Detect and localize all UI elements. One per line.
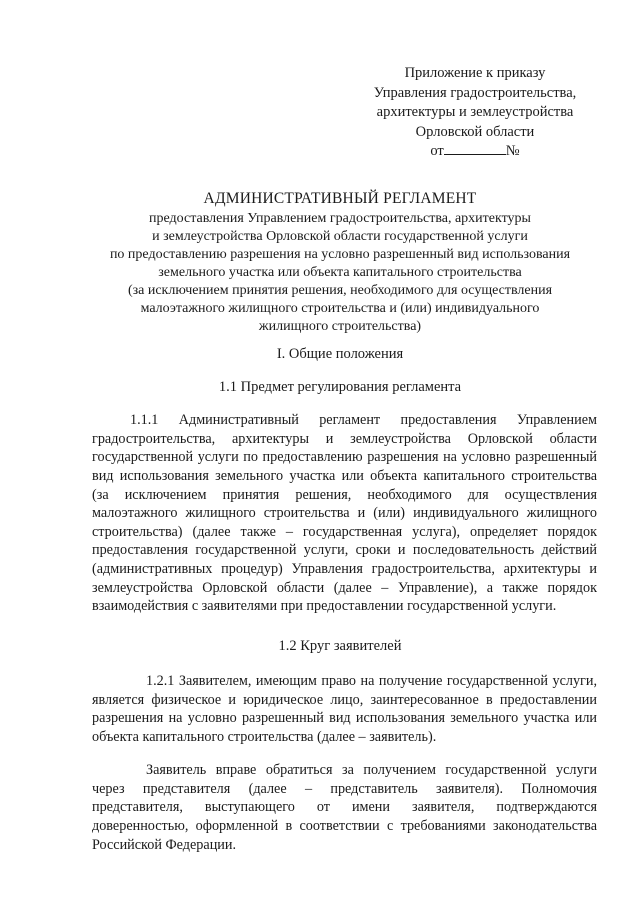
section-heading-general: I. Общие положения xyxy=(276,346,404,362)
paragraph-representative: Заявитель вправе обратиться за получением государственной услуги через представителя (далее – представитель заявителя). Полномочия представителя, выступающего от имени заявителя, подтверждаются доверенностью, оформленной в соответствии с требованиями законодательства Российской Федерации. xyxy=(92,762,597,853)
from-label: от xyxy=(430,143,444,159)
subtitle-line: земельного участка или объекта капитального строительства xyxy=(158,265,522,280)
subtitle-line: малоэтажного жилищного строительства и (или) индивидуального xyxy=(140,301,540,316)
appendix-date-number-line xyxy=(350,142,600,162)
subtitle-line: жилищного строительства) xyxy=(258,319,422,334)
appendix-line: Орловской области xyxy=(415,123,535,140)
subtitle-line: и землеустройства Орловской области государственной услуги xyxy=(152,229,528,244)
subtitle-line: предоставления Управлением градостроительства, архитектуры xyxy=(149,211,531,226)
section-heading-subject: 1.1 Предмет регулирования регламента xyxy=(218,379,462,395)
document-subtitle xyxy=(60,210,620,336)
appendix-line: архитектуры и землеустройства xyxy=(376,104,574,120)
paragraph-1-1-1: 1.1.1 Административный регламент предоставления Управлением градостроительства, архитектуры и землеустройства Орловской области государственной услуги по предоставлению разрешения на условно разрешенный вид использования земельного участка или объекта капитального строительства (за исключением принятия решения, необходимого для осуществления малоэтажного жилищного строительства и (или) индивидуального жилищного строительства) (далее также – государственная услуга), определяет порядок предоставления государственной услуги, сроки и последовательность действий (административных процедур) Управления градостроительства, архитектуры и землеустройства Орловской области (далее – Управление), а также порядок взаимодействия с заявителями при предоставлении государственной услуги. xyxy=(92,412,597,615)
subtitle-line: по предоставлению разрешения на условно разрешенный вид использования xyxy=(109,247,571,262)
subtitle-line: (за исключением принятия решения, необходимого для осуществления xyxy=(127,283,553,298)
appendix-header xyxy=(350,64,600,162)
section-heading-applicants: 1.2 Круг заявителей xyxy=(278,638,402,654)
date-blank xyxy=(444,142,506,155)
appendix-line: Управления градостроительства, xyxy=(373,84,577,101)
appendix-line: Приложение к приказу xyxy=(404,65,546,81)
title-block xyxy=(60,188,620,336)
number-label: № xyxy=(505,143,520,159)
paragraph-1-2-1: 1.2.1 Заявителем, имеющим право на получение государственной услуги, является физическое и юридическое лицо, заинтересованное в предоставлении разрешения на условно разрешенный вид использования земельного участка или объекта капитального строительства (далее – заявитель). xyxy=(92,673,597,745)
document-title: АДМИНИСТРАТИВНЫЙ РЕГЛАМЕНТ xyxy=(203,190,477,207)
